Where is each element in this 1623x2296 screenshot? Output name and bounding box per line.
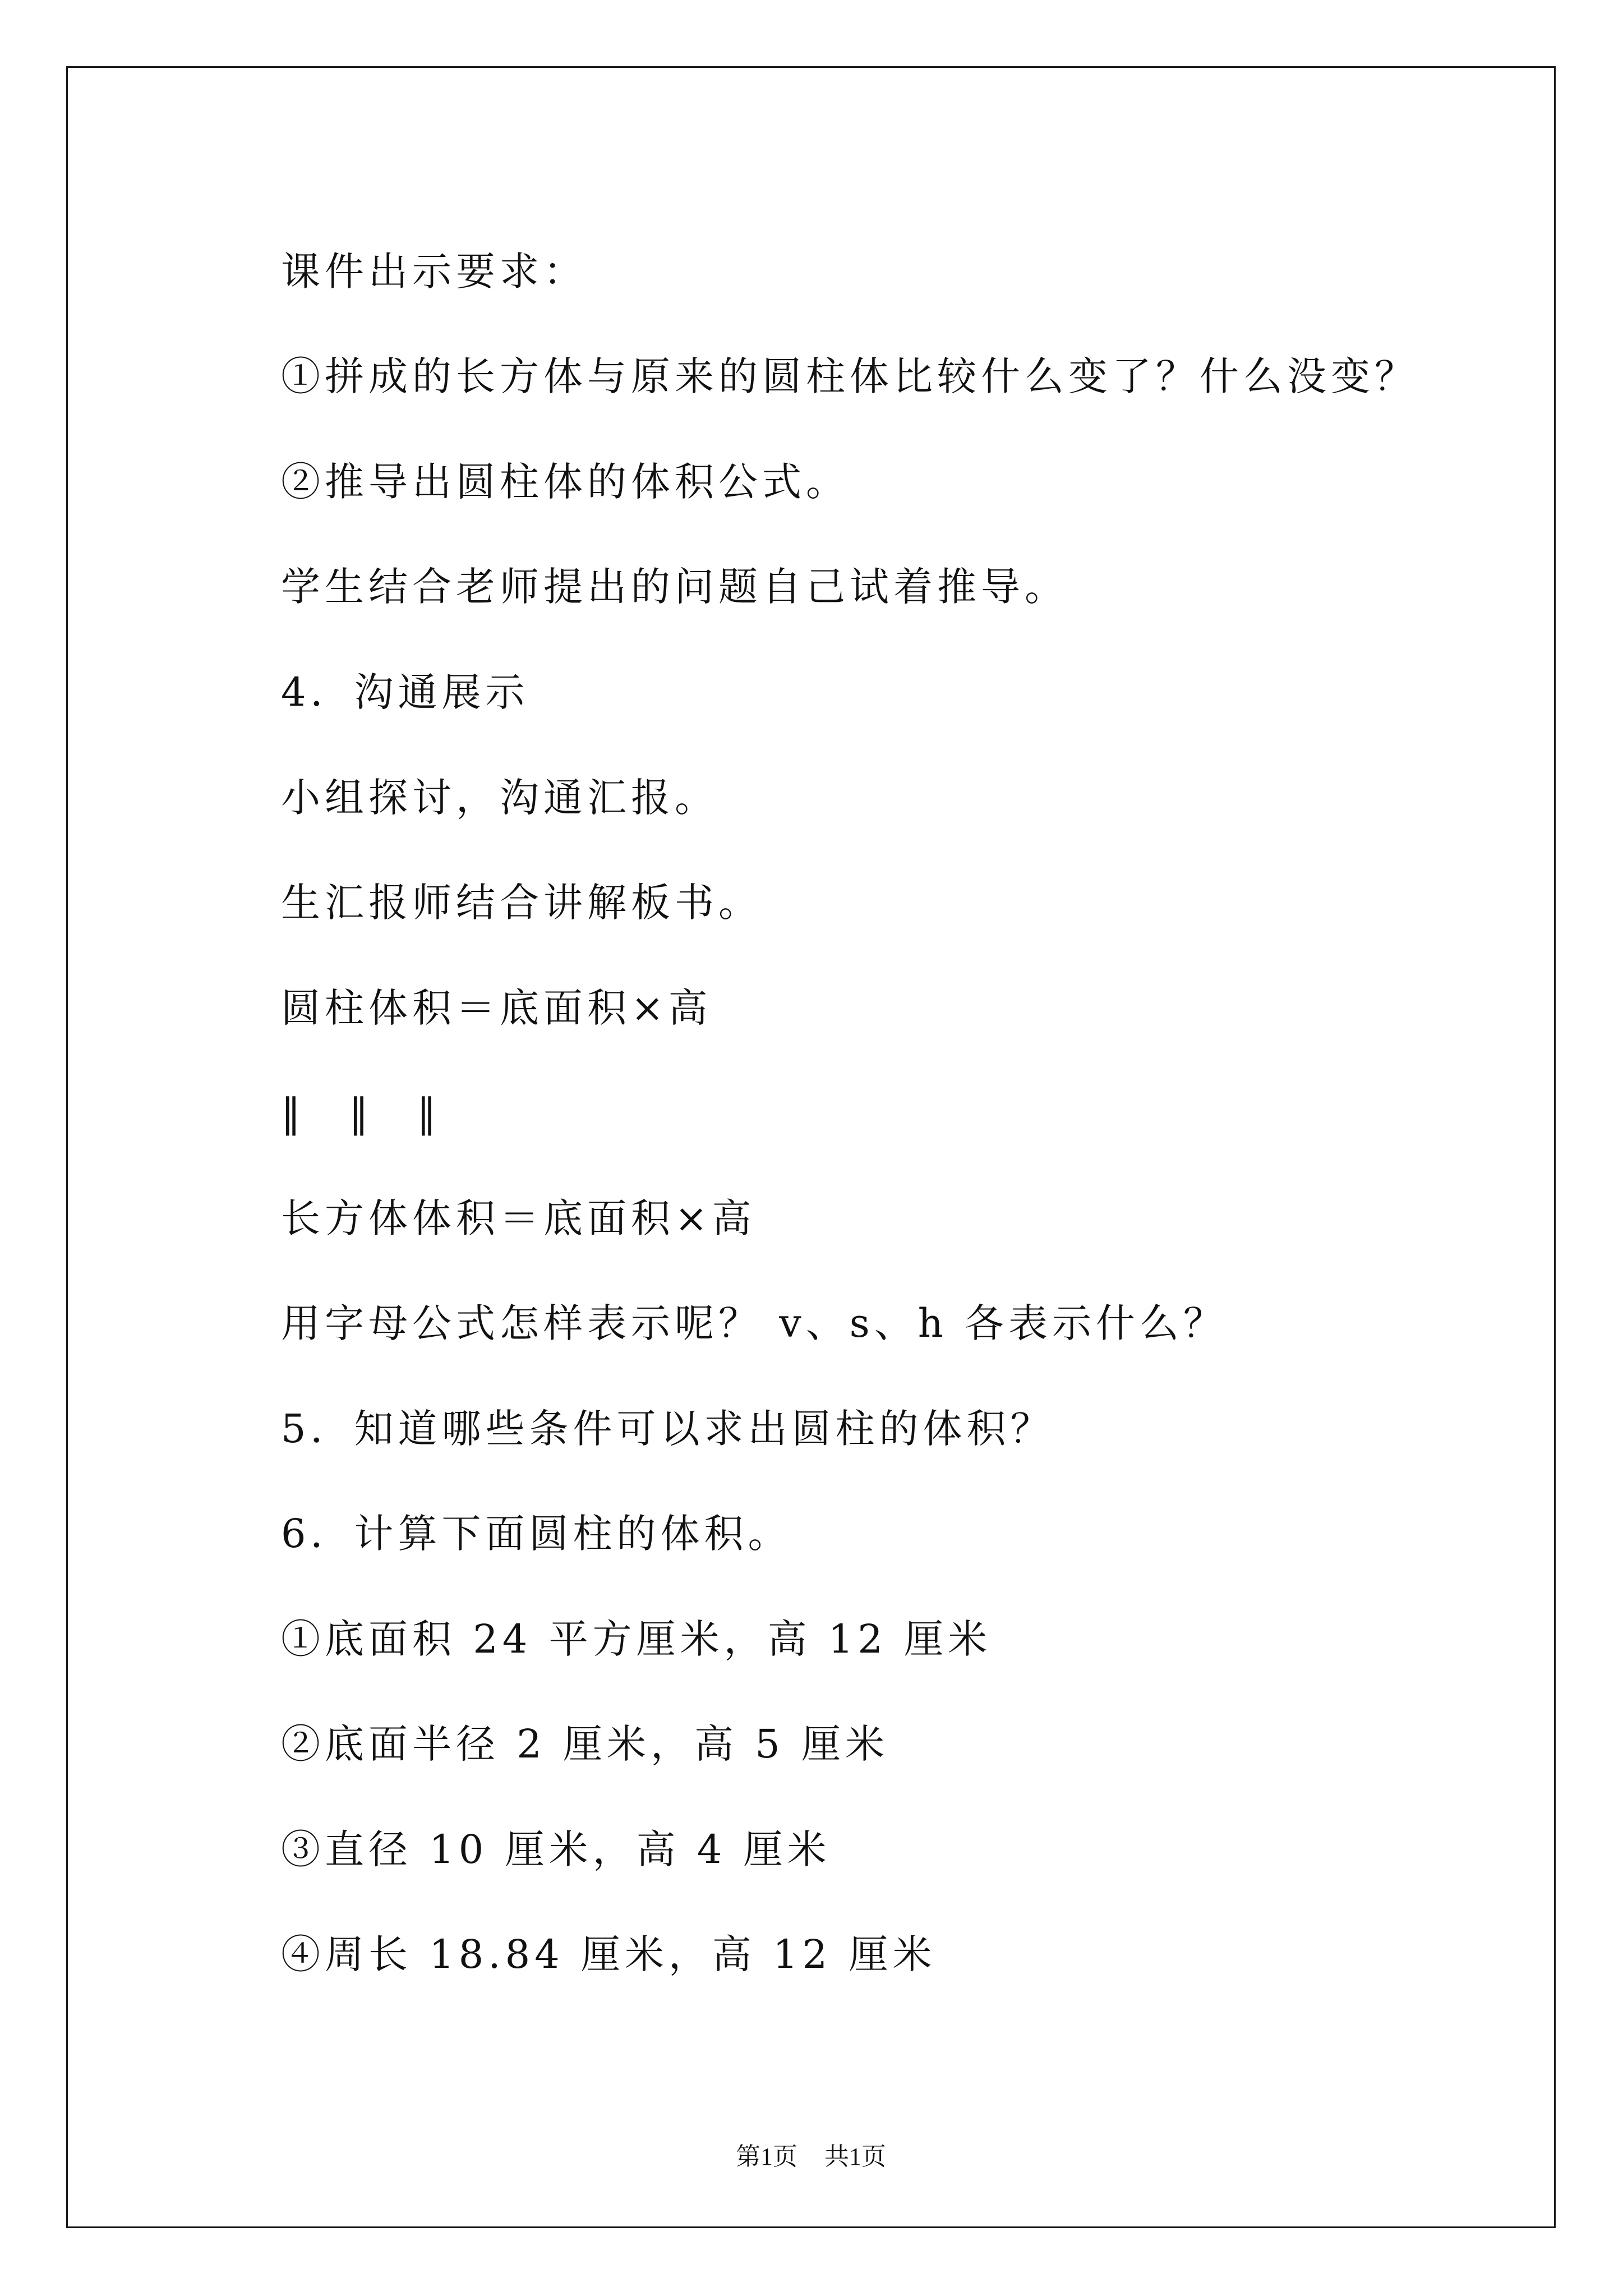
text-line-question-1: ①拼成的长方体与原来的圆柱体比较什么变了？什么没变？ <box>281 353 1418 399</box>
text-line-requirements-heading: 课件出示要求： <box>281 249 587 295</box>
text-line-letter-formula: 用字母公式怎样表示呢？ v、s、h 各表示什么？ <box>281 1300 1228 1346</box>
text-line-cylinder-formula: 圆柱体积＝底面积×高 <box>281 985 712 1031</box>
document-body <box>281 68 1554 2226</box>
page-number-total: 共1页 <box>824 2143 886 2170</box>
text-line-section-6: 6．计算下面圆柱的体积。 <box>281 1511 792 1557</box>
document-page <box>66 66 1556 2228</box>
page-footer <box>68 2140 1554 2174</box>
page-number-current: 第1页 <box>736 2143 797 2170</box>
text-line-equal-marks: ‖ ‖ ‖ <box>281 1090 441 1136</box>
text-line-board-writing: 生汇报师结合讲解板书。 <box>281 880 762 926</box>
text-line-exercise-1: ①底面积 24 平方厘米，高 12 厘米 <box>281 1616 992 1662</box>
text-line-question-2: ②推导出圆柱体的体积公式。 <box>281 459 850 505</box>
text-line-exercise-4: ④周长 18.84 厘米，高 12 厘米 <box>281 1931 937 1977</box>
text-line-group-discussion: 小组探讨，沟通汇报。 <box>281 775 718 821</box>
text-line-exercise-3: ③直径 10 厘米，高 4 厘米 <box>281 1826 831 1872</box>
text-line-cuboid-formula: 长方体体积＝底面积×高 <box>281 1195 756 1241</box>
text-line-section-5: 5．知道哪些条件可以求出圆柱的体积？ <box>281 1406 1054 1452</box>
text-line-student-derive: 学生结合老师提出的问题自己试着推导。 <box>281 564 1068 610</box>
text-line-exercise-2: ②底面半径 2 厘米，高 5 厘米 <box>281 1721 889 1767</box>
text-line-section-4: 4．沟通展示 <box>281 669 529 715</box>
